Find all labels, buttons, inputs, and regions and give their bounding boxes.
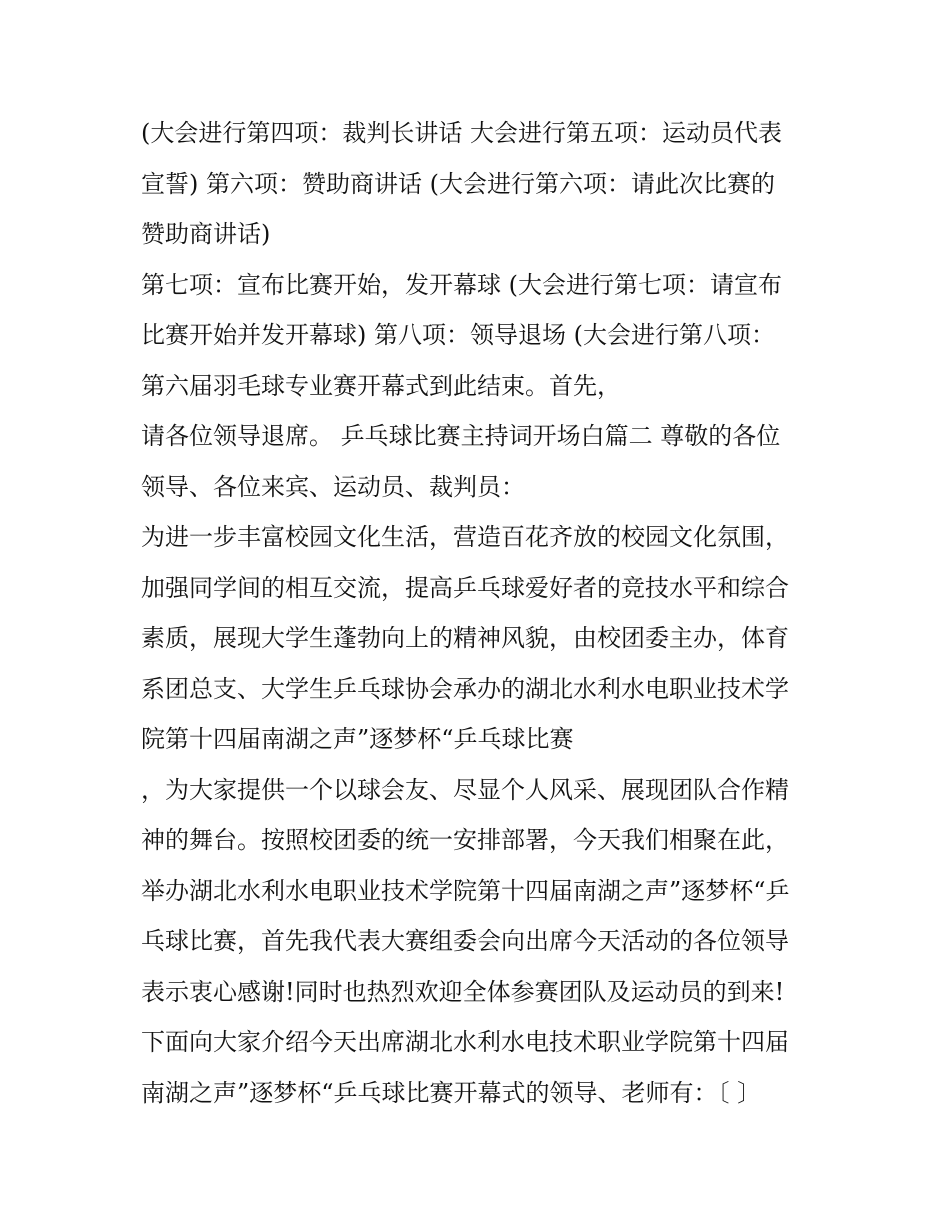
text-line: 院第十四届南湖之声”逐梦杯“乒乓球比赛 <box>141 725 574 753</box>
text-line: (大会进行第四项：裁判长讲话 大会进行第五项：运动员代表 <box>141 119 782 147</box>
text-line: 系团总支、大学生乒乓球协会承办的湖北水利水电职业技术学 <box>141 674 789 703</box>
text-line: 举办湖北水利水电职业技术学院第十四届南湖之声”逐梦杯“乒 <box>141 876 790 905</box>
text-line: 加强同学间的相互交流，提高乒乓球爱好者的竞技水平和综合 <box>141 573 789 602</box>
text-line: 素质，展现大学生蓬勃向上的精神风貌，由校团委主办，体育 <box>141 624 789 652</box>
text-line: ，为大家提供一个以球会友、尽显个人风采、展现团队合作精 <box>141 775 789 804</box>
document-body <box>141 108 821 1118</box>
text-line: 第六届羽毛球专业赛开幕式到此结束。首先， <box>141 371 621 400</box>
text-line: 下面向大家介绍今天出席湖北水利水电技术职业学院第十四届 <box>141 1028 789 1056</box>
text-line: 南湖之声”逐梦杯“乒乓球比赛开幕式的领导、老师有：〔 〕 <box>141 1078 762 1107</box>
text-line: 赞助商讲话) <box>141 220 271 248</box>
text-line: 表示衷心感谢!同时也热烈欢迎全体参赛团队及运动员的到来! <box>141 977 785 1006</box>
text-line: 乓球比赛，首先我代表大赛组委会向出席今天活动的各位领导 <box>141 927 789 955</box>
text-line: 为进一步丰富校园文化生活，营造百花齐放的校园文化氛围， <box>141 523 789 551</box>
text-line: 神的舞台。按照校团委的统一安排部署，今天我们相聚在此， <box>141 826 789 854</box>
text-line: 第七项：宣布比赛开始，发开幕球 (大会进行第七项：请宣布 <box>141 270 782 299</box>
text-line: 请各位领导退席。 乒乓球比赛主持词开场白篇二 尊敬的各位 <box>141 422 781 450</box>
text-line: 宣誓) 第六项：赞助商讲话 (大会进行第六项：请此次比赛的 <box>141 169 775 198</box>
text-line: 比赛开始并发开幕球) 第八项：领导退场 (大会进行第八项： <box>141 321 775 349</box>
text-line: 领导、各位来宾、运动员、裁判员： <box>141 472 525 501</box>
